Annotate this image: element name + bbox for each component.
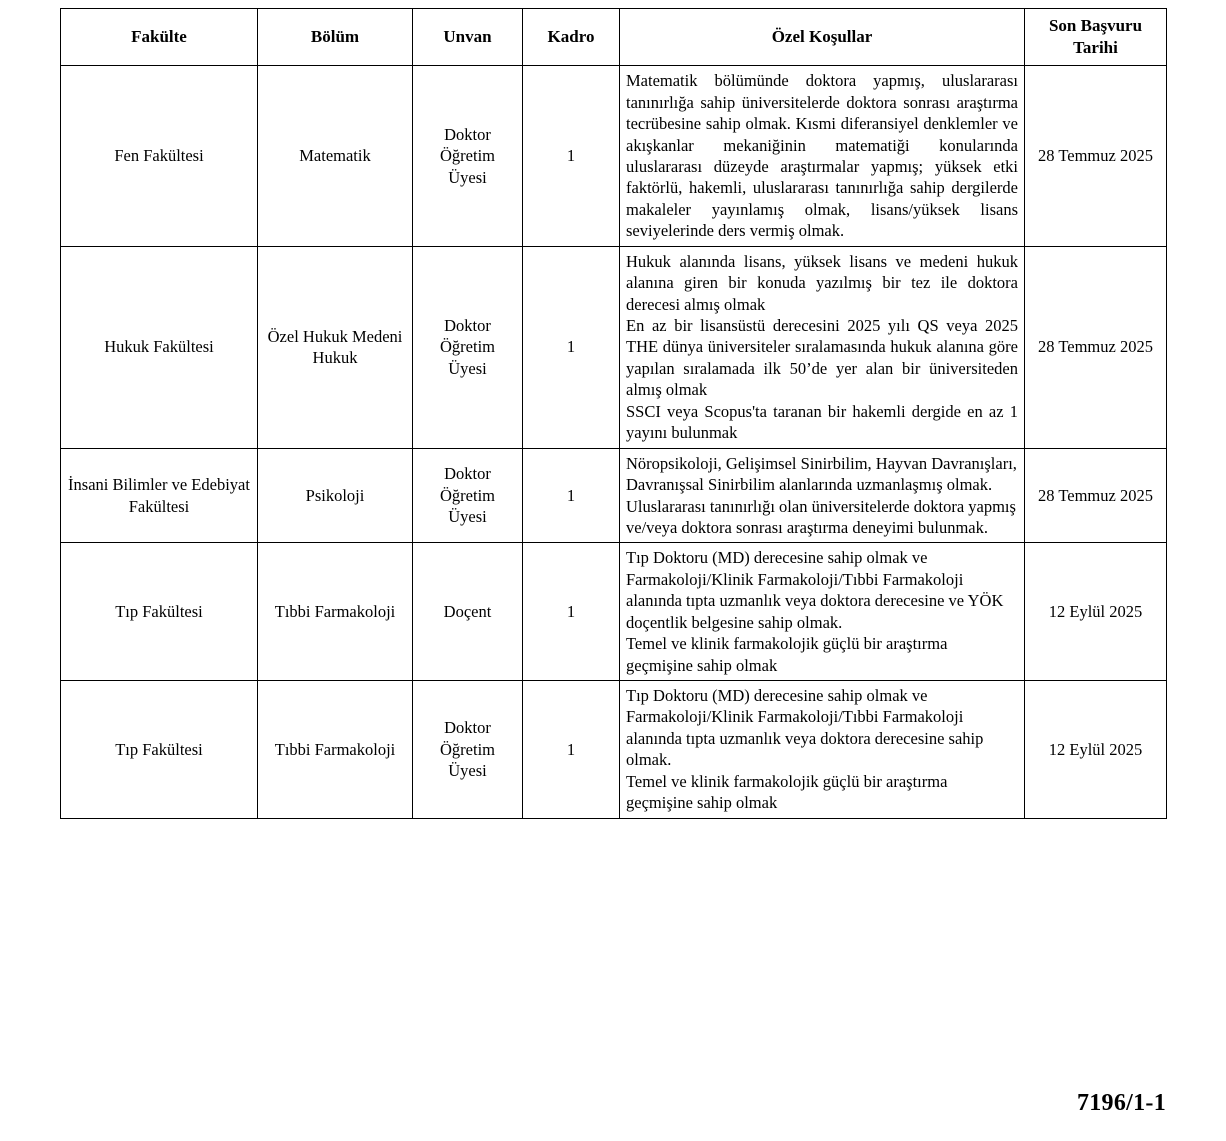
table-header [61,9,1167,66]
cell-ozel-kosullar [620,681,1025,819]
cell-ozel-kosullar [620,246,1025,448]
condition-paragraph: SSCI veya Scopus'ta taranan bir hakemli dergide en az 1 yayını bulunmak [626,401,1018,443]
cell-kadro: 1 [523,246,620,448]
footer-document-code: 7196/1-1 [1076,1090,1166,1116]
cell-kadro: 1 [523,543,620,681]
table-row [61,448,1167,543]
condition-paragraph: Matematik bölümünde doktora yapmış, uluslararası tanınırlığa sahip üniversitelerde doktora sonrası araştırma tecrübesine sahip olmak. Kısmi diferansiyel denklemler ve akışkanlar mekaniğinin matematiği konularında uluslararası düzeyde araştırmalar yapmış; yüksek etki faktörlü, hakemli, uluslararası tanınırlığa sahip dergilerde makaleler yayınlamış olmak, lisans/yüksek lisans seviyelerinde ders vermiş olmak. [626,71,1018,241]
cell-fakulte: Tıp Fakültesi [61,681,258,819]
cell-unvan: Doktor Öğretim Üyesi [413,246,523,448]
academic-positions-table [60,8,1167,819]
condition-paragraph: Hukuk alanında lisans, yüksek lisans ve medeni hukuk alanına giren bir konuda yazılmış bir tez ile doktora derecesi almış olmak [626,251,1018,314]
cell-ozel-kosullar [620,66,1025,247]
cell-kadro: 1 [523,681,620,819]
cell-kadro: 1 [523,66,620,247]
cell-son-basvuru-tarihi: 28 Temmuz 2025 [1025,448,1167,543]
column-header-son-basvuru-tarihi: Son Başvuru Tarihi [1025,9,1167,66]
condition-paragraph: Temel ve klinik farmakolojik güçlü bir araştırma geçmişine sahip olmak [626,634,948,675]
cell-ozel-kosullar [620,543,1025,681]
column-header-unvan: Unvan [413,9,523,66]
cell-bolum: Özel Hukuk Medeni Hukuk [258,246,413,448]
condition-paragraph: En az bir lisansüstü derecesini 2025 yılı QS veya 2025 THE dünya üniversiteler sıralamasında hukuk alanına göre yapılan sıralamada ilk 50’de yer alan bir üniversiteden almış olmak [626,316,1018,400]
cell-unvan: Doçent [413,543,523,681]
cell-bolum: Matematik [258,66,413,247]
cell-fakulte: İnsani Bilimler ve Edebiyat Fakültesi [61,448,258,543]
table-body [61,66,1167,818]
condition-paragraph: Temel ve klinik farmakolojik güçlü bir araştırma geçmişine sahip olmak [626,771,948,813]
condition-paragraph: Tıp Doktoru (MD) derecesine sahip olmak ve Farmakoloji/Klinik Farmakoloji/Tıbbi Farmakoloji alanında tıpta uzmanlık veya doktora derecesine sahip olmak. [626,686,984,770]
cell-fakulte: Hukuk Fakültesi [61,246,258,448]
cell-unvan: Doktor Öğretim Üyesi [413,66,523,247]
table-header-row [61,9,1167,66]
cell-son-basvuru-tarihi: 28 Temmuz 2025 [1025,246,1167,448]
condition-paragraph: Tıp Doktoru (MD) derecesine sahip olmak ve Farmakoloji/Klinik Farmakoloji/Tıbbi Farmakoloji alanında tıpta uzmanlık veya doktora derecesine ve YÖK doçentlik belgesine sahip olmak. [626,548,1004,632]
condition-paragraph: Nöropsikoloji, Gelişimsel Sinirbilim, Hayvan Davranışları, Davranışsal Sinirbilim alanlarında uzmanlaşmış olmak. Uluslararası tanınırlığı olan üniversitelerde doktora yapmış ve/veya doktora sonrası araştırma deneyimi bulunmak. [626,453,1017,537]
table-row [61,543,1167,681]
table-row [61,66,1167,247]
table-row [61,246,1167,448]
column-header-fakulte: Fakülte [61,9,258,66]
cell-bolum: Tıbbi Farmakoloji [258,543,413,681]
cell-ozel-kosullar [620,448,1025,543]
table-row [61,681,1167,819]
cell-son-basvuru-tarihi: 28 Temmuz 2025 [1025,66,1167,247]
cell-unvan: Doktor Öğretim Üyesi [413,681,523,819]
column-header-kadro: Kadro [523,9,620,66]
cell-unvan: Doktor Öğretim Üyesi [413,448,523,543]
cell-son-basvuru-tarihi: 12 Eylül 2025 [1025,543,1167,681]
cell-son-basvuru-tarihi: 12 Eylül 2025 [1025,681,1167,819]
cell-fakulte: Tıp Fakültesi [61,543,258,681]
cell-bolum: Tıbbi Farmakoloji [258,681,413,819]
cell-kadro: 1 [523,448,620,543]
cell-bolum: Psikoloji [258,448,413,543]
column-header-ozel-kosullar: Özel Koşullar [620,9,1025,66]
column-header-bolum: Bölüm [258,9,413,66]
cell-fakulte: Fen Fakültesi [61,66,258,247]
